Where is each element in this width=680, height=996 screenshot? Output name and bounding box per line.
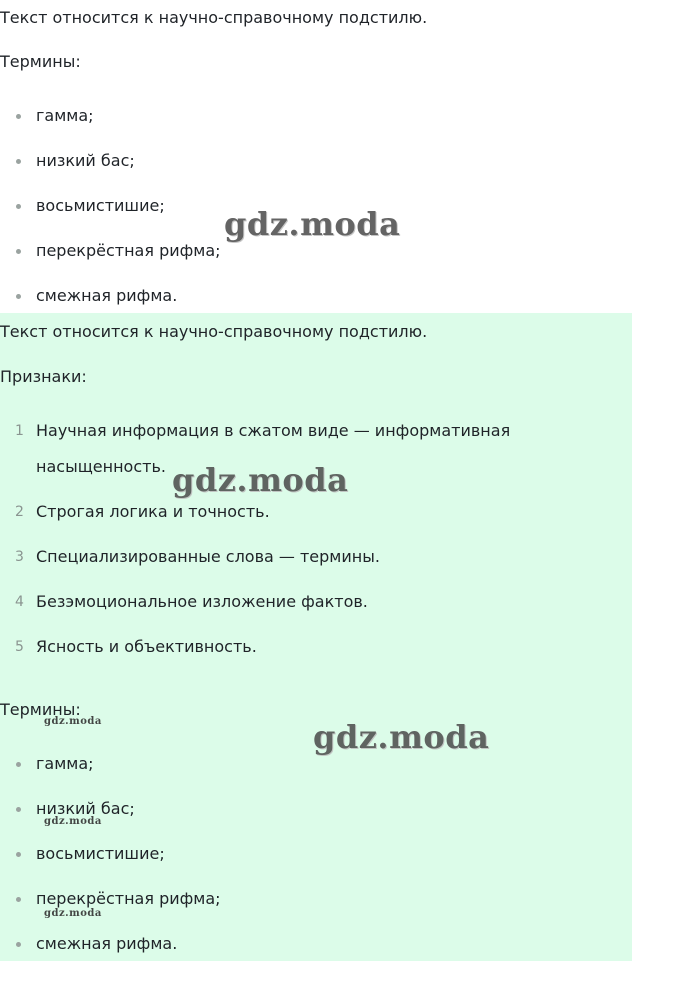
list-number: 1 — [15, 423, 24, 439]
bullet-icon — [16, 249, 21, 254]
list-item-text: Строгая логика и точность. — [36, 502, 270, 521]
list-number: 3 — [15, 549, 24, 565]
bullet-icon — [16, 294, 21, 299]
list-item-text: перекрёстная рифма; — [36, 241, 221, 260]
list-number: 5 — [15, 639, 24, 655]
list-item-text: гамма; — [36, 106, 94, 125]
watermark: gdz.moda — [313, 718, 490, 756]
list-number: 2 — [15, 504, 24, 520]
list-item-text: смежная рифма. — [36, 286, 178, 305]
list-item-text: Безэмоциональное изложение фактов. — [36, 592, 368, 611]
list-number: 4 — [15, 594, 24, 610]
watermark: gdz.moda — [172, 461, 349, 499]
intro-text: Текст относится к научно-справочному подстилю. — [0, 8, 428, 27]
list-item-text: Ясность и объективность. — [36, 637, 257, 656]
signs-heading: Признаки: — [0, 367, 87, 386]
intro-text: Текст относится к научно-справочному подстилю. — [0, 322, 428, 341]
bullet-icon — [16, 852, 21, 857]
list-item-text: гамма; — [36, 754, 94, 773]
list-item-text: низкий бас; — [36, 799, 135, 818]
list-item-text: смежная рифма. — [36, 934, 178, 953]
bullet-icon — [16, 762, 21, 767]
terms-heading: Термины: — [0, 52, 81, 71]
watermark: gdz.moda — [224, 205, 401, 243]
bullet-icon — [16, 159, 21, 164]
list-item-text: Специализированные слова — термины. — [36, 547, 380, 566]
watermark: gdz.moda — [44, 908, 102, 919]
watermark: gdz.moda — [44, 816, 102, 827]
bullet-icon — [16, 204, 21, 209]
list-item-text: перекрёстная рифма; — [36, 889, 221, 908]
bullet-icon — [16, 942, 21, 947]
list-item-text: насыщенность. — [36, 457, 166, 476]
bullet-icon — [16, 807, 21, 812]
watermark: gdz.moda — [44, 716, 102, 727]
list-item-text: восьмистишие; — [36, 196, 165, 215]
terms-heading: Термины: — [0, 700, 81, 719]
bullet-icon — [16, 114, 21, 119]
list-item-text: низкий бас; — [36, 151, 135, 170]
list-item-text: восьмистишие; — [36, 844, 165, 863]
highlighted-answer-block — [0, 313, 632, 961]
list-item-text: Научная информация в сжатом виде — информативная — [36, 421, 511, 440]
bullet-icon — [16, 897, 21, 902]
